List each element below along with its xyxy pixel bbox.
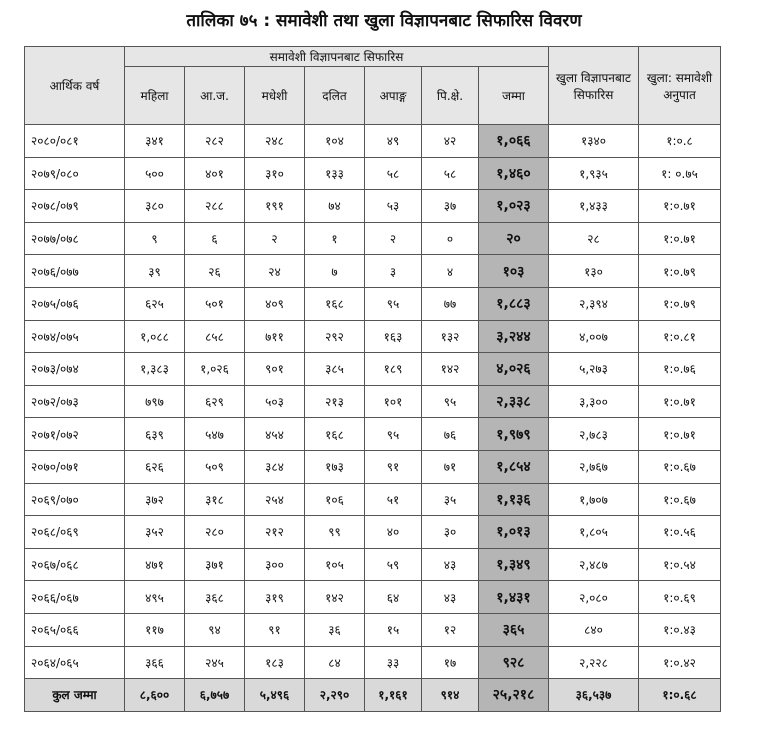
cell-open: २,२२८: [549, 646, 639, 679]
cell-total: १,१३६: [479, 483, 549, 516]
cell-ratio: १:०.४२: [639, 646, 721, 679]
cell-disabled: ४०: [365, 516, 422, 549]
table-row: [25, 385, 721, 418]
cell-adivasi: ६२९: [185, 385, 245, 418]
cell-adivasi: ३१८: [185, 483, 245, 516]
header-adivasi: आ.ज.: [185, 67, 245, 125]
cell-madhesi: ४५४: [245, 418, 305, 451]
cell-year: २०६८/०६९: [25, 516, 125, 549]
cell-disabled: २: [365, 222, 422, 255]
cell-madhesi: ४०९: [245, 287, 305, 320]
cell-ratio: १:०.७१: [639, 190, 721, 223]
cell-madhesi: २५४: [245, 483, 305, 516]
table-body: [25, 125, 721, 712]
cell-adivasi: ५०१: [185, 287, 245, 320]
cell-disabled: ९१: [365, 450, 422, 483]
cell-ratio: १:०.७१: [639, 222, 721, 255]
cell-women: ३६६: [125, 646, 185, 679]
cell-ratio: १:०.५४: [639, 548, 721, 581]
cell-adivasi: ३६८: [185, 581, 245, 614]
cell-year: २०७०/०७१: [25, 450, 125, 483]
cell-year: २०६९/०७०: [25, 483, 125, 516]
cell-backward: ४३: [422, 581, 479, 614]
table-row: [25, 450, 721, 483]
cell-open: १३४०: [549, 125, 639, 158]
cell-backward: ७६: [422, 418, 479, 451]
cell-women: ३४१: [125, 125, 185, 158]
cell-ratio: १:०.७९: [639, 255, 721, 288]
cell-open: २,३९४: [549, 287, 639, 320]
cell-disabled: १५: [365, 613, 422, 646]
cell-adivasi: ८५८: [185, 320, 245, 353]
total-cell-disabled: १,१६१: [365, 679, 422, 712]
cell-backward: ७७: [422, 287, 479, 320]
cell-year: २०७५/०७६: [25, 287, 125, 320]
cell-dalit: १०४: [305, 125, 365, 158]
cell-dalit: १४२: [305, 581, 365, 614]
cell-open: ८४०: [549, 613, 639, 646]
cell-open: २,७८३: [549, 418, 639, 451]
cell-backward: ३५: [422, 483, 479, 516]
total-cell-ratio: १:०.६८: [639, 679, 721, 712]
cell-total: १,०१३: [479, 516, 549, 549]
cell-backward: ०: [422, 222, 479, 255]
cell-backward: १७: [422, 646, 479, 679]
cell-total: २,३३८: [479, 385, 549, 418]
cell-total: १,०६६: [479, 125, 549, 158]
cell-year: २०७४/०७५: [25, 320, 125, 353]
cell-year: २०७३/०७४: [25, 353, 125, 386]
cell-ratio: १:०.५६: [639, 516, 721, 549]
cell-dalit: १७३: [305, 450, 365, 483]
cell-women: ९: [125, 222, 185, 255]
table-row: [25, 483, 721, 516]
cell-madhesi: २: [245, 222, 305, 255]
cell-women: ३५२: [125, 516, 185, 549]
cell-total: १,४३१: [479, 581, 549, 614]
cell-women: ११७: [125, 613, 185, 646]
cell-backward: १२: [422, 613, 479, 646]
header-ratio: खुला: समावेशी अनुपात: [639, 47, 721, 125]
cell-women: ७९७: [125, 385, 185, 418]
cell-madhesi: १९१: [245, 190, 305, 223]
cell-women: ६२६: [125, 450, 185, 483]
cell-dalit: ७: [305, 255, 365, 288]
cell-madhesi: १८३: [245, 646, 305, 679]
cell-open: २८: [549, 222, 639, 255]
table-row: [25, 646, 721, 679]
cell-year: २०७६/०७७: [25, 255, 125, 288]
header-open: खुला विज्ञापनबाट सिफारिस: [549, 47, 639, 125]
cell-disabled: ९५: [365, 287, 422, 320]
cell-backward: ४: [422, 255, 479, 288]
cell-year: २०६७/०६८: [25, 548, 125, 581]
cell-disabled: ५१: [365, 483, 422, 516]
table-row: [25, 418, 721, 451]
cell-adivasi: २८२: [185, 125, 245, 158]
cell-madhesi: ३८४: [245, 450, 305, 483]
total-cell-madhesi: ५,४९६: [245, 679, 305, 712]
header-madhesi: मधेशी: [245, 67, 305, 125]
header-disabled: अपाङ्ग: [365, 67, 422, 125]
cell-dalit: ९९: [305, 516, 365, 549]
cell-women: १,०८८: [125, 320, 185, 353]
cell-year: २०६६/०६७: [25, 581, 125, 614]
cell-total: ९२८: [479, 646, 549, 679]
cell-disabled: १८९: [365, 353, 422, 386]
cell-year: २०७७/०७८: [25, 222, 125, 255]
cell-ratio: १:०.६९: [639, 581, 721, 614]
cell-backward: ९५: [422, 385, 479, 418]
cell-dalit: १०५: [305, 548, 365, 581]
cell-adivasi: ५०९: [185, 450, 245, 483]
cell-dalit: २९२: [305, 320, 365, 353]
total-cell-total: २५,२१८: [479, 679, 549, 712]
table-row: [25, 548, 721, 581]
cell-open: २,७६७: [549, 450, 639, 483]
total-cell-women: ८,६००: [125, 679, 185, 712]
table-title: तालिका ७५ : समावेशी तथा खुला विज्ञापनबाट सिफारिस विवरण: [186, 11, 582, 31]
total-cell-backward: ९१४: [422, 679, 479, 712]
cell-backward: ५८: [422, 157, 479, 190]
cell-year: २०७१/०७२: [25, 418, 125, 451]
cell-year: २०६५/०६६: [25, 613, 125, 646]
header-backward: पि.क्षे.: [422, 67, 479, 125]
cell-total: १,३४९: [479, 548, 549, 581]
header-total: जम्मा: [479, 67, 549, 125]
cell-adivasi: २८०: [185, 516, 245, 549]
total-cell-dalit: २,२९०: [305, 679, 365, 712]
cell-ratio: १:०.४३: [639, 613, 721, 646]
header-inclusive-group: समावेशी विज्ञापनबाट सिफारिस: [125, 47, 549, 67]
cell-madhesi: २४: [245, 255, 305, 288]
cell-women: १,३८३: [125, 353, 185, 386]
cell-backward: ३०: [422, 516, 479, 549]
cell-ratio: १:०.६७: [639, 483, 721, 516]
cell-dalit: ३८५: [305, 353, 365, 386]
cell-women: ६३९: [125, 418, 185, 451]
cell-dalit: १०६: [305, 483, 365, 516]
cell-madhesi: २४८: [245, 125, 305, 158]
cell-total: ३६५: [479, 613, 549, 646]
cell-women: ३७२: [125, 483, 185, 516]
cell-adivasi: ९४: [185, 613, 245, 646]
table-row: [25, 581, 721, 614]
table-row: [25, 613, 721, 646]
cell-year: २०६४/०६५: [25, 646, 125, 679]
cell-open: ४,००७: [549, 320, 639, 353]
cell-adivasi: २४५: [185, 646, 245, 679]
cell-open: १,९३५: [549, 157, 639, 190]
cell-women: ५००: [125, 157, 185, 190]
cell-adivasi: ३७१: [185, 548, 245, 581]
cell-ratio: १:०.८१: [639, 320, 721, 353]
cell-adivasi: ४०१: [185, 157, 245, 190]
cell-open: ५,२७३: [549, 353, 639, 386]
total-cell-adivasi: ६,७५७: [185, 679, 245, 712]
cell-total: ४,०२६: [479, 353, 549, 386]
cell-dalit: १: [305, 222, 365, 255]
cell-backward: ४२: [422, 125, 479, 158]
cell-ratio: १:०.६७: [639, 450, 721, 483]
cell-backward: ३७: [422, 190, 479, 223]
cell-disabled: ५८: [365, 157, 422, 190]
cell-ratio: १:०.८: [639, 125, 721, 158]
total-cell-year: कुल जम्मा: [25, 679, 125, 712]
cell-total: १,०२३: [479, 190, 549, 223]
cell-open: ३,३००: [549, 385, 639, 418]
table-row: [25, 320, 721, 353]
header-dalit: दलित: [305, 67, 365, 125]
cell-open: १,७०७: [549, 483, 639, 516]
cell-madhesi: ९१: [245, 613, 305, 646]
cell-open: २,०८०: [549, 581, 639, 614]
table-row: [25, 125, 721, 158]
total-cell-open: ३६,५३७: [549, 679, 639, 712]
cell-year: २०८०/०८१: [25, 125, 125, 158]
cell-open: १३०: [549, 255, 639, 288]
cell-backward: ४३: [422, 548, 479, 581]
cell-madhesi: ५०३: [245, 385, 305, 418]
cell-open: १,४३३: [549, 190, 639, 223]
table-row: [25, 190, 721, 223]
cell-backward: ७१: [422, 450, 479, 483]
cell-adivasi: १,०२६: [185, 353, 245, 386]
cell-disabled: १६३: [365, 320, 422, 353]
cell-disabled: ५९: [365, 548, 422, 581]
cell-adivasi: २६: [185, 255, 245, 288]
cell-disabled: ३३: [365, 646, 422, 679]
cell-open: १,८०५: [549, 516, 639, 549]
cell-year: २०७८/०७९: [25, 190, 125, 223]
header-fiscal-year: आर्थिक वर्ष: [25, 47, 125, 125]
cell-total: १०३: [479, 255, 549, 288]
recommendation-table: [24, 46, 721, 712]
cell-ratio: १:०.७१: [639, 418, 721, 451]
table-row: [25, 287, 721, 320]
cell-ratio: १:०.७६: [639, 353, 721, 386]
cell-dalit: १६८: [305, 287, 365, 320]
grand-total-row: [25, 679, 721, 712]
cell-disabled: ९५: [365, 418, 422, 451]
cell-women: ३९: [125, 255, 185, 288]
table-row: [25, 157, 721, 190]
cell-backward: १३२: [422, 320, 479, 353]
cell-madhesi: ३१०: [245, 157, 305, 190]
cell-ratio: १:०.७१: [639, 385, 721, 418]
cell-total: ३,२४४: [479, 320, 549, 353]
cell-madhesi: ३१९: [245, 581, 305, 614]
table-row: [25, 222, 721, 255]
cell-total: १,९७९: [479, 418, 549, 451]
cell-dalit: २१३: [305, 385, 365, 418]
cell-year: २०७९/०८०: [25, 157, 125, 190]
cell-madhesi: ९०१: [245, 353, 305, 386]
cell-total: १,८८३: [479, 287, 549, 320]
cell-adivasi: ५४७: [185, 418, 245, 451]
cell-disabled: १०१: [365, 385, 422, 418]
cell-madhesi: ७११: [245, 320, 305, 353]
cell-women: ४९५: [125, 581, 185, 614]
cell-dalit: ७४: [305, 190, 365, 223]
cell-backward: १४२: [422, 353, 479, 386]
cell-disabled: ६४: [365, 581, 422, 614]
cell-ratio: १:०.७९: [639, 287, 721, 320]
cell-disabled: ४९: [365, 125, 422, 158]
cell-women: ४७१: [125, 548, 185, 581]
cell-adivasi: २८८: [185, 190, 245, 223]
cell-women: ६२५: [125, 287, 185, 320]
cell-women: ३८०: [125, 190, 185, 223]
cell-madhesi: ३००: [245, 548, 305, 581]
table-row: [25, 255, 721, 288]
cell-adivasi: ६: [185, 222, 245, 255]
table-row: [25, 353, 721, 386]
cell-madhesi: २१२: [245, 516, 305, 549]
cell-dalit: ३६: [305, 613, 365, 646]
cell-disabled: ३: [365, 255, 422, 288]
cell-open: २,४८७: [549, 548, 639, 581]
cell-dalit: १६८: [305, 418, 365, 451]
cell-total: १,८५४: [479, 450, 549, 483]
cell-dalit: १३३: [305, 157, 365, 190]
cell-dalit: ८४: [305, 646, 365, 679]
cell-ratio: १: ०.७५: [639, 157, 721, 190]
header-women: महिला: [125, 67, 185, 125]
cell-total: १,४६०: [479, 157, 549, 190]
cell-year: २०७२/०७३: [25, 385, 125, 418]
table-row: [25, 516, 721, 549]
cell-total: २०: [479, 222, 549, 255]
cell-disabled: ५३: [365, 190, 422, 223]
